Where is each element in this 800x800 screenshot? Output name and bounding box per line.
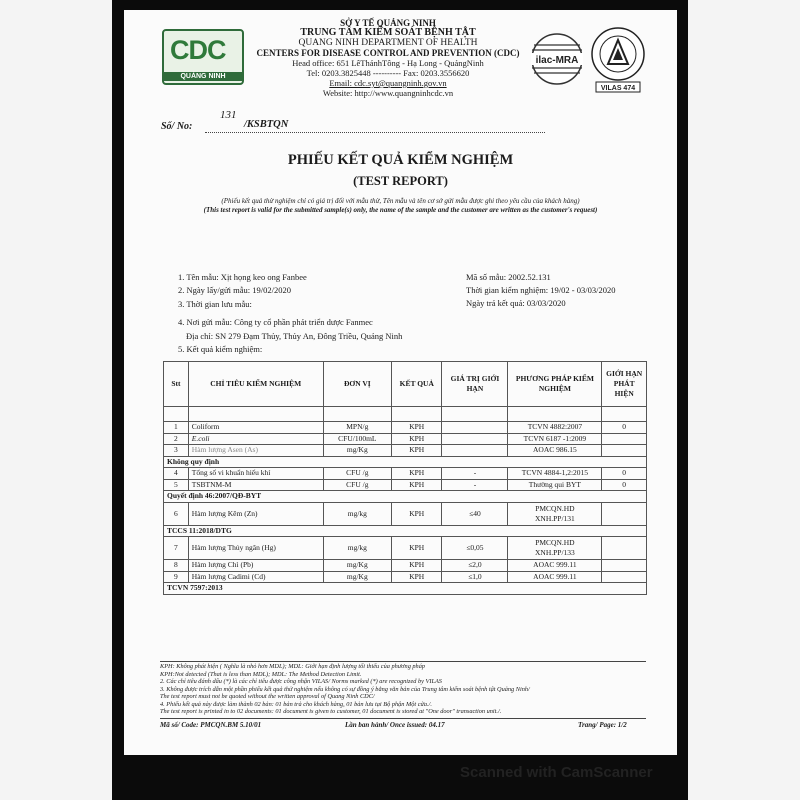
cell-unit: MPN/g xyxy=(323,422,391,434)
form-code: Mã số/ Code: PMCQN.BM 5.10/01 xyxy=(160,721,262,729)
cell-result: KPH xyxy=(392,445,442,457)
sample-code: Mã số mẫu: 2002.52.131 xyxy=(466,272,551,282)
section-title: Quyết định 46:2007/QĐ-BYT xyxy=(164,491,647,503)
section-title: Không quy định xyxy=(164,456,647,468)
footnote-line: KPH: Không phát hiện ( Nghĩa là nhỏ hơn MDL); MDL: Giới hạn định lượng tối thiểu của phương pháp xyxy=(160,663,426,670)
cell-result: KPH xyxy=(392,479,442,491)
table-row xyxy=(164,537,647,560)
issue-number: Lần ban hành/ Once issued: 04.17 xyxy=(345,721,445,729)
validity-note-en: (This test report is valid for the submitted sample(s) only, the name of the sample and the customer are written as the customer's request) xyxy=(203,206,598,214)
cell-unit: mg/Kg xyxy=(323,445,391,457)
cell-unit: mg/Kg xyxy=(323,560,391,572)
cell-unit: mg/kg xyxy=(323,502,391,525)
cell-limit: ≤0,05 xyxy=(442,537,508,560)
table-row xyxy=(164,468,647,480)
head-office-address: Head office: 651 LêThánhTông - Hạ Long - QuảngNinh xyxy=(292,58,484,68)
website-link[interactable]: Website: http://www.quangninhcdc.vn xyxy=(322,88,454,98)
sample-name: 1. Tên mẫu: Xịt họng keo ong Fanbee xyxy=(178,272,307,282)
date-received: 2. Ngày lấy/gửi mẫu: 19/02/2020 xyxy=(178,285,291,295)
cell-method: TCVN 4884-1,2:2015 xyxy=(508,468,602,480)
sender: 4. Nơi gửi mẫu: Công ty cổ phần phát triển dược Fanmec xyxy=(178,317,373,327)
number-label: Số/ No: xyxy=(161,121,193,132)
cell-limit: ≤40 xyxy=(442,502,508,525)
cell-unit: CFU/100mL xyxy=(323,433,391,445)
results-table xyxy=(163,361,647,595)
cell-result: KPH xyxy=(392,560,442,572)
sender-address: Địa chỉ: SN 279 Đạm Thủy, Thủy An, Đông Triều, Quảng Ninh xyxy=(186,331,403,341)
cell-no: 4 xyxy=(164,468,189,480)
cell-detect: 0 xyxy=(602,468,647,480)
department-en: QUANG NINH DEPARTMENT OF HEALTH xyxy=(298,38,478,48)
col-unit: ĐƠN VỊ xyxy=(323,362,391,407)
cell-detect: 0 xyxy=(602,479,647,491)
header-block xyxy=(248,18,528,98)
cell-name: E.coli xyxy=(188,433,323,445)
table-row xyxy=(164,502,647,525)
phone-fax: Tel: 0203.3825448 ---------- Fax: 0203.3556620 xyxy=(306,68,470,78)
cell-limit: - xyxy=(442,468,508,480)
table-row xyxy=(164,560,647,572)
center-name-vn: TRUNG TÂM KIỂM SOÁT BỆNH TẬT xyxy=(300,27,476,38)
page-number: Trang/ Page: 1/2 xyxy=(578,721,627,729)
cell-no: 6 xyxy=(164,502,189,525)
cell-limit xyxy=(442,445,508,457)
table-row xyxy=(164,479,647,491)
cell-unit: mg/kg xyxy=(323,537,391,560)
table-spacer-row xyxy=(164,407,647,422)
section-title: TCVN 7597:2013 xyxy=(164,583,647,595)
cell-method: AOAC 999.11 xyxy=(508,571,602,583)
col-method: PHƯƠNG PHÁP KIỂM NGHIỆM xyxy=(508,362,602,407)
table-row xyxy=(164,422,647,434)
cell-detect xyxy=(602,560,647,572)
report-number: 131 xyxy=(220,109,237,121)
cell-name: Hàm lượng Cadimi (Cd) xyxy=(188,571,323,583)
cell-method: AOAC 999.11 xyxy=(508,560,602,572)
cell-name: Hàm lượng Kẽm (Zn) xyxy=(188,502,323,525)
cell-name: Coliform xyxy=(188,422,323,434)
col-no: Stt xyxy=(164,362,189,407)
cell-method xyxy=(508,502,602,525)
cell-method xyxy=(508,537,602,560)
cell-name: TSBTNM-M xyxy=(188,479,323,491)
col-detect: GIỚI HẠN PHÁT HIỆN xyxy=(602,362,647,407)
method-line1: PMCQN.HD xyxy=(535,538,575,547)
cell-name: Tổng số vi khuẩn hiếu khí xyxy=(188,468,323,480)
cell-result: KPH xyxy=(392,537,442,560)
cell-no: 8 xyxy=(164,560,189,572)
table-header-row xyxy=(164,362,647,407)
section-row xyxy=(164,583,647,595)
vilas-text: VILAS 474 xyxy=(600,85,636,92)
camscanner-watermark: Scanned with CamScanner xyxy=(460,764,653,781)
cell-limit: ≤2,0 xyxy=(442,560,508,572)
cell-unit: CFU /g xyxy=(323,479,391,491)
cell-detect xyxy=(602,502,647,525)
ministry-name: SỞ Y TẾ QUẢNG NINH xyxy=(340,18,436,28)
cell-method: AOAC 986.15 xyxy=(508,445,602,457)
cell-method: TCVN 6187 -1:2009 xyxy=(508,433,602,445)
section-row xyxy=(164,456,647,468)
method-line2: XNH.PP/133 xyxy=(535,548,575,557)
cell-name: Hàm lượng Chì (Pb) xyxy=(188,560,323,572)
cell-detect xyxy=(602,445,647,457)
cell-result: KPH xyxy=(392,433,442,445)
cell-result: KPH xyxy=(392,422,442,434)
cell-limit: ≤1,0 xyxy=(442,571,508,583)
cell-limit xyxy=(442,433,508,445)
results-label: 5. Kết quả kiểm nghiệm: xyxy=(178,344,263,354)
footnote-line: The test report must not be quoted without the written approval of Quang Ninh CDC/ xyxy=(160,693,375,700)
cell-detect xyxy=(602,433,647,445)
cell-name: Hàm lượng Asen (As) xyxy=(188,445,323,457)
storage-time: 3. Thời gian lưu mẫu: xyxy=(178,299,252,309)
footnote-line: The test report is printed in to 02 documents: 01 document is given to customer, 01 document is stored at "One door" transaction unit./. xyxy=(160,708,502,715)
cell-limit xyxy=(442,422,508,434)
footnote-line: KPH:Not detected (That is less than MDL); MDL: The Method Detection Limit. xyxy=(160,670,362,678)
cell-unit: mg/Kg xyxy=(323,571,391,583)
footnote-line: 2. Các chỉ tiêu đánh dấu (*) là các chỉ tiêu được công nhận VILAS/ Norms marked (*) are recognized by VILAS xyxy=(160,678,442,685)
table-row xyxy=(164,571,647,583)
cell-detect xyxy=(602,537,647,560)
ilac-mra-logo xyxy=(526,31,588,87)
footnote-divider xyxy=(160,661,646,662)
cell-no: 7 xyxy=(164,537,189,560)
cell-detect xyxy=(602,571,647,583)
logo-text: CDC xyxy=(170,35,226,65)
cell-method: TCVN 4882:2007 xyxy=(508,422,602,434)
table-row xyxy=(164,445,647,457)
email-link[interactable]: Email: cdc.syt@quangninh.gov.vn xyxy=(329,78,447,88)
col-result: KẾT QUẢ xyxy=(392,362,442,407)
section-title: TCCS 11:2018/DTG xyxy=(164,525,647,537)
cell-method: Thường qui BYT xyxy=(508,479,602,491)
cell-detect: 0 xyxy=(602,422,647,434)
cell-result: KPH xyxy=(392,502,442,525)
code-divider xyxy=(160,718,646,719)
cell-limit: - xyxy=(442,479,508,491)
cdc-logo xyxy=(162,29,244,85)
method-line2: XNH.PP/131 xyxy=(535,513,575,523)
method-line1: PMCQN.HD xyxy=(535,503,575,513)
ilac-text: ilac-MRA xyxy=(535,55,579,66)
report-title-vn: PHIẾU KẾT QUẢ KIỂM NGHIỆM xyxy=(287,152,514,168)
cell-no: 3 xyxy=(164,445,189,457)
cell-no: 2 xyxy=(164,433,189,445)
col-criteria: CHỈ TIÊU KIỂM NGHIỆM xyxy=(188,362,323,407)
center-name-en: CENTERS FOR DISEASE CONTROL AND PREVENTION (CDC) xyxy=(256,48,520,58)
table-row xyxy=(164,433,647,445)
footnote-line: 3. Không được trích dẫn một phần phiếu kết quả thử nghiệm nếu không có sự đồng ý bằng văn bản của Trung tâm kiểm soát bệnh tật Quảng Ninh/ xyxy=(160,685,530,693)
logo-subtitle: QUẢNG NINH xyxy=(164,72,242,81)
cell-name: Hàm lượng Thủy ngân (Hg) xyxy=(188,537,323,560)
cell-no: 9 xyxy=(164,571,189,583)
return-date: Ngày trả kết quả: 03/03/2020 xyxy=(466,298,566,308)
report-number-suffix: /KSBTQN xyxy=(244,119,289,130)
footnotes xyxy=(160,663,530,716)
cell-no: 5 xyxy=(164,479,189,491)
cell-result: KPH xyxy=(392,468,442,480)
test-period: Thời gian kiểm nghiệm: 19/02 - 03/03/2020 xyxy=(466,285,616,295)
footnote-line: 4. Phiếu kết quả này được làm thành 02 bản: 01 bản trả cho khách hàng, 01 bản lưu tại Bộ phận Một cửa./. xyxy=(160,700,432,708)
validity-note-vn: (Phiếu kết quả thử nghiệm chỉ có giá trị đối với mẫu thử, Tên mẫu và tên cơ sở gửi mẫu được ghi theo yêu cầu của khách hàng) xyxy=(221,197,580,205)
section-row xyxy=(164,491,647,503)
number-underline xyxy=(205,132,545,133)
cell-no: 1 xyxy=(164,422,189,434)
col-limit: GIÁ TRỊ GIỚI HẠN xyxy=(442,362,508,407)
report-title-en: (TEST REPORT) xyxy=(353,174,448,188)
cell-result: KPH xyxy=(392,571,442,583)
section-row xyxy=(164,525,647,537)
cell-unit: CFU /g xyxy=(323,468,391,480)
vilas-logo xyxy=(588,26,648,94)
